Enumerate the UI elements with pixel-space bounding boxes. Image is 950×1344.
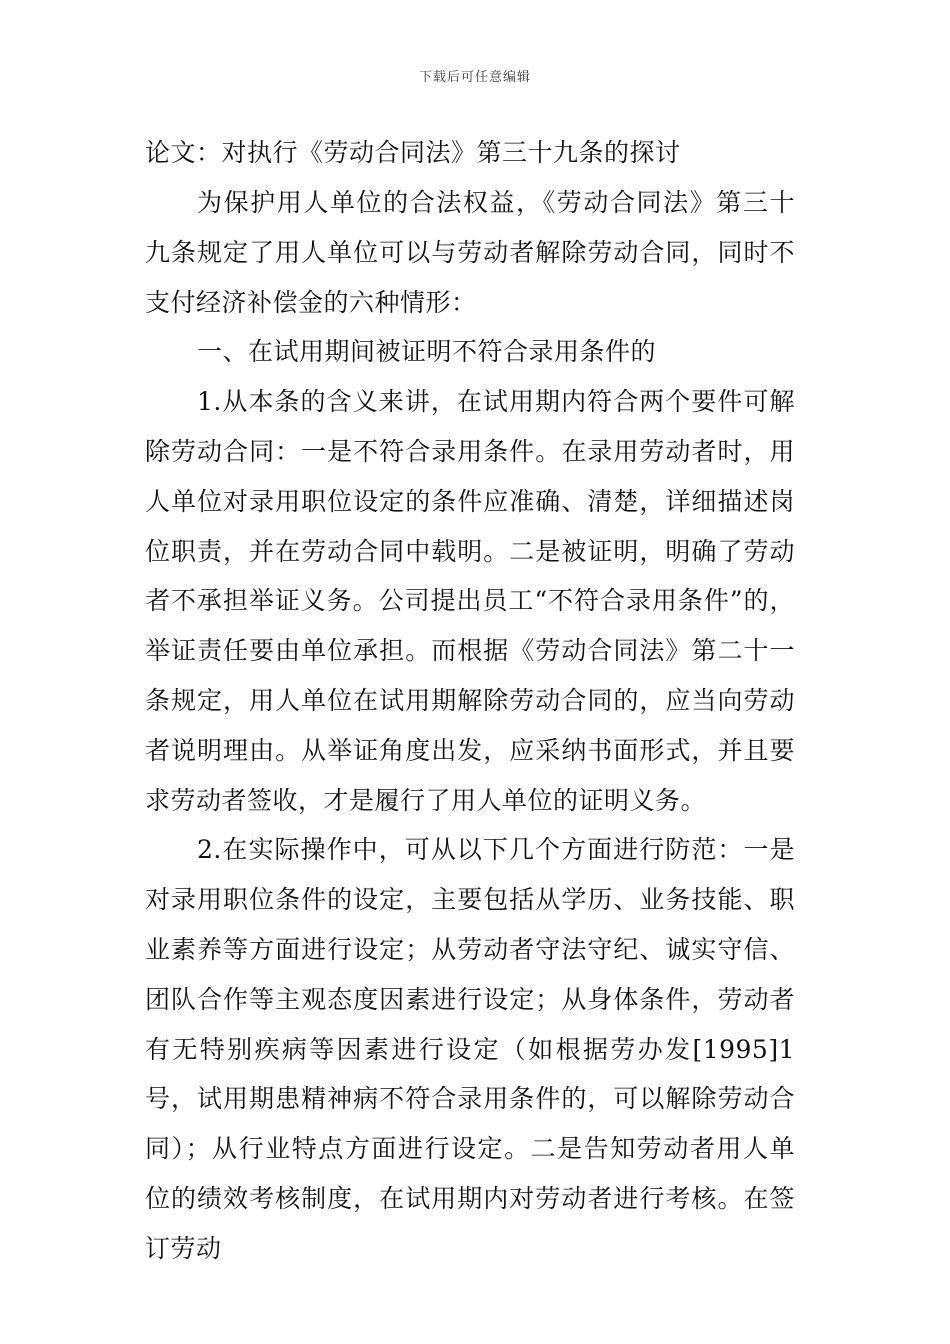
paragraph-intro: 为保护用人单位的合法权益，《劳动合同法》第三十九条规定了用人单位可以与劳动者解除劳动合同，同时不支付经济补偿金的六种情形： bbox=[145, 188, 795, 317]
document-title: 论文：对执行《劳动合同法》第三十九条的探讨 bbox=[145, 138, 681, 167]
paragraph-point-2: 2.在实际操作中，可从以下几个方面进行防范：一是对录用职位条件的设定，主要包括从学历、业务技能、职业素养等方面进行设定；从劳动者守法守纪、诚实守信、团队合作等主观态度因素进行设定；从身体条件，劳动者有无特别疾病等因素进行设定（如根据劳办发[1995]1号，试用期患精神病不符合录用条件的，可以解除劳动合同）；从行业特点方面进行设定。二是告知劳动者用人单位的绩效考核制度，在试用期内对劳动者进行考核。在签订劳动 bbox=[145, 835, 795, 1263]
paragraph-point-1: 1.从本条的含义来讲，在试用期内符合两个要件可解除劳动合同：一是不符合录用条件。在录用劳动者时，用人单位对录用职位设定的条件应准确、清楚，详细描述岗位职责，并在劳动合同中载明。二是被证明，明确了劳动者不承担举证义务。公司提出员工“不符合录用条件”的，举证责任要由单位承担。而根据《劳动合同法》第二十一条规定，用人单位在试用期解除劳动合同的，应当向劳动者说明理由。从举证角度出发，应采纳书面形式，并且要求劳动者签收，才是履行了用人单位的证明义务。 bbox=[145, 387, 795, 815]
header-note: 下载后可任意编辑 bbox=[418, 70, 531, 85]
document-body bbox=[145, 128, 795, 1274]
section-heading-one: 一、在试用期间被证明不符合录用条件的 bbox=[197, 337, 657, 367]
